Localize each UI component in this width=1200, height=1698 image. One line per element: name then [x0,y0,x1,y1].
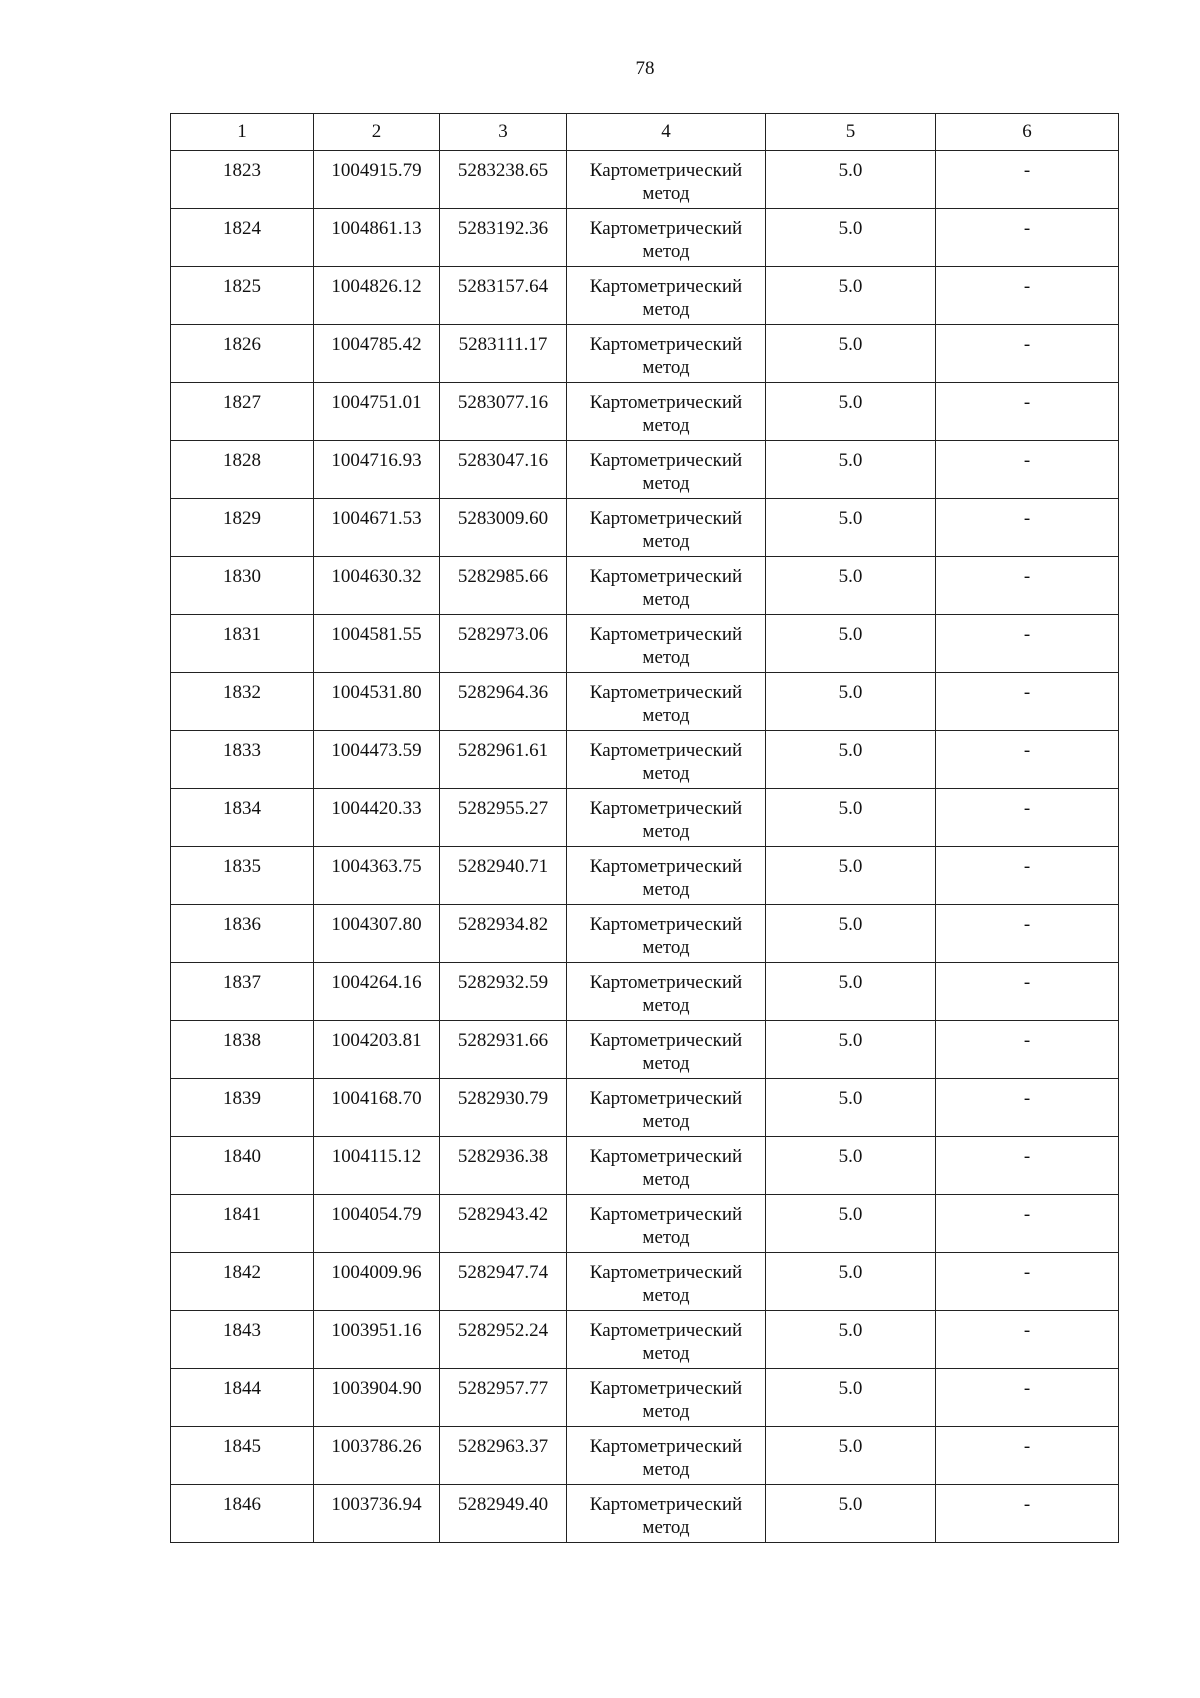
table-row [171,1195,1119,1253]
accuracy-cell: 5.0 [766,1311,936,1369]
accuracy-cell: 5.0 [766,905,936,963]
coord-x-cell: 1004581.55 [314,615,440,673]
point-id-cell: 1843 [171,1311,314,1369]
method-cell [567,847,766,905]
method-line-1: Картометрический [589,1494,743,1515]
point-id-cell: 1828 [171,441,314,499]
column-header: 6 [936,114,1119,151]
method-line-1: Картометрический [589,334,743,355]
accuracy-cell: 5.0 [766,615,936,673]
method-line-2: метод [642,1401,690,1422]
method-cell [567,1021,766,1079]
note-cell: - [936,963,1119,1021]
table-row [171,963,1119,1021]
point-id-cell: 1836 [171,905,314,963]
method-line-1: Картометрический [589,624,743,645]
accuracy-cell: 5.0 [766,1137,936,1195]
coord-x-cell: 1004363.75 [314,847,440,905]
coord-y-cell: 5282961.61 [440,731,567,789]
coord-y-cell: 5282949.40 [440,1485,567,1543]
method-line-2: метод [642,1227,690,1248]
note-cell: - [936,1021,1119,1079]
coord-x-cell: 1003904.90 [314,1369,440,1427]
accuracy-cell: 5.0 [766,499,936,557]
method-line-2: метод [642,1053,690,1074]
coord-x-cell: 1004168.70 [314,1079,440,1137]
method-line-1: Картометрический [589,392,743,413]
note-cell: - [936,1253,1119,1311]
method-line-2: метод [642,299,690,320]
method-line-2: метод [642,1285,690,1306]
table-row [171,499,1119,557]
accuracy-cell: 5.0 [766,847,936,905]
note-cell: - [936,499,1119,557]
coord-x-cell: 1003736.94 [314,1485,440,1543]
coord-y-cell: 5283077.16 [440,383,567,441]
accuracy-cell: 5.0 [766,441,936,499]
table-row [171,673,1119,731]
method-cell [567,905,766,963]
method-line-2: метод [642,705,690,726]
accuracy-cell: 5.0 [766,1369,936,1427]
coordinates-table [170,113,1119,1543]
coord-y-cell: 5282931.66 [440,1021,567,1079]
coord-y-cell: 5283192.36 [440,209,567,267]
note-cell: - [936,1079,1119,1137]
table-row [171,905,1119,963]
method-line-2: метод [642,1517,690,1538]
column-header: 3 [440,114,567,151]
accuracy-cell: 5.0 [766,209,936,267]
coord-y-cell: 5282952.24 [440,1311,567,1369]
coord-x-cell: 1004420.33 [314,789,440,847]
coord-y-cell: 5282964.36 [440,673,567,731]
method-cell [567,267,766,325]
accuracy-cell: 5.0 [766,963,936,1021]
method-line-1: Картометрический [589,972,743,993]
method-line-2: метод [642,1111,690,1132]
column-header: 5 [766,114,936,151]
table-row [171,557,1119,615]
method-cell [567,1485,766,1543]
note-cell: - [936,615,1119,673]
coord-y-cell: 5283157.64 [440,267,567,325]
point-id-cell: 1845 [171,1427,314,1485]
table-body [171,114,1119,1543]
accuracy-cell: 5.0 [766,1195,936,1253]
point-id-cell: 1837 [171,963,314,1021]
coord-x-cell: 1004861.13 [314,209,440,267]
method-cell [567,151,766,209]
accuracy-cell: 5.0 [766,1021,936,1079]
method-cell [567,499,766,557]
table-row [171,383,1119,441]
coord-x-cell: 1004785.42 [314,325,440,383]
table-row [171,1427,1119,1485]
note-cell: - [936,383,1119,441]
method-line-2: метод [642,589,690,610]
coord-x-cell: 1004671.53 [314,499,440,557]
point-id-cell: 1823 [171,151,314,209]
method-line-2: метод [642,937,690,958]
point-id-cell: 1833 [171,731,314,789]
coord-x-cell: 1004915.79 [314,151,440,209]
note-cell: - [936,1137,1119,1195]
method-line-1: Картометрический [589,740,743,761]
coord-y-cell: 5282940.71 [440,847,567,905]
method-line-2: метод [642,763,690,784]
point-id-cell: 1841 [171,1195,314,1253]
coord-y-cell: 5282943.42 [440,1195,567,1253]
method-cell [567,615,766,673]
note-cell: - [936,557,1119,615]
table-row [171,267,1119,325]
table-row [171,1311,1119,1369]
method-line-1: Картометрический [589,276,743,297]
coord-y-cell: 5282934.82 [440,905,567,963]
accuracy-cell: 5.0 [766,1427,936,1485]
accuracy-cell: 5.0 [766,383,936,441]
header-row [171,114,1119,151]
coord-y-cell: 5283009.60 [440,499,567,557]
point-id-cell: 1839 [171,1079,314,1137]
point-id-cell: 1829 [171,499,314,557]
coord-y-cell: 5283238.65 [440,151,567,209]
table-row [171,1137,1119,1195]
coord-y-cell: 5282947.74 [440,1253,567,1311]
table-row [171,1079,1119,1137]
method-line-1: Картометрический [589,914,743,935]
method-line-1: Картометрический [589,1436,743,1457]
coord-x-cell: 1004716.93 [314,441,440,499]
table-row [171,615,1119,673]
coord-y-cell: 5282973.06 [440,615,567,673]
note-cell: - [936,673,1119,731]
accuracy-cell: 5.0 [766,789,936,847]
method-line-1: Картометрический [589,1204,743,1225]
point-id-cell: 1831 [171,615,314,673]
method-line-2: метод [642,183,690,204]
method-cell [567,1253,766,1311]
point-id-cell: 1826 [171,325,314,383]
note-cell: - [936,267,1119,325]
note-cell: - [936,1427,1119,1485]
coord-x-cell: 1004264.16 [314,963,440,1021]
method-line-2: метод [642,1343,690,1364]
method-cell [567,1137,766,1195]
coord-y-cell: 5282963.37 [440,1427,567,1485]
method-line-2: метод [642,357,690,378]
coord-y-cell: 5282957.77 [440,1369,567,1427]
method-cell [567,1079,766,1137]
table-row [171,1485,1119,1543]
method-line-1: Картометрический [589,1088,743,1109]
point-id-cell: 1825 [171,267,314,325]
table-row [171,1021,1119,1079]
accuracy-cell: 5.0 [766,325,936,383]
coord-x-cell: 1004203.81 [314,1021,440,1079]
point-id-cell: 1832 [171,673,314,731]
coord-x-cell: 1004826.12 [314,267,440,325]
method-line-2: метод [642,415,690,436]
accuracy-cell: 5.0 [766,151,936,209]
accuracy-cell: 5.0 [766,731,936,789]
method-line-1: Картометрический [589,218,743,239]
method-cell [567,1369,766,1427]
note-cell: - [936,847,1119,905]
coord-x-cell: 1003786.26 [314,1427,440,1485]
table-row [171,731,1119,789]
coord-y-cell: 5282955.27 [440,789,567,847]
method-cell [567,557,766,615]
accuracy-cell: 5.0 [766,1485,936,1543]
note-cell: - [936,325,1119,383]
coord-y-cell: 5282936.38 [440,1137,567,1195]
table-row [171,325,1119,383]
table-row [171,209,1119,267]
note-cell: - [936,1369,1119,1427]
method-cell [567,1311,766,1369]
coord-x-cell: 1004115.12 [314,1137,440,1195]
accuracy-cell: 5.0 [766,1079,936,1137]
table-row [171,847,1119,905]
note-cell: - [936,789,1119,847]
method-line-2: метод [642,241,690,262]
method-cell [567,731,766,789]
method-line-1: Картометрический [589,508,743,529]
method-line-1: Картометрический [589,856,743,877]
method-cell [567,441,766,499]
accuracy-cell: 5.0 [766,673,936,731]
column-header: 1 [171,114,314,151]
coord-x-cell: 1004054.79 [314,1195,440,1253]
coord-x-cell: 1004630.32 [314,557,440,615]
method-line-1: Картометрический [589,566,743,587]
table-row [171,789,1119,847]
method-line-1: Картометрический [589,798,743,819]
method-line-2: метод [642,879,690,900]
method-cell [567,325,766,383]
coord-y-cell: 5282985.66 [440,557,567,615]
method-cell [567,1195,766,1253]
method-line-1: Картометрический [589,682,743,703]
point-id-cell: 1835 [171,847,314,905]
note-cell: - [936,731,1119,789]
note-cell: - [936,905,1119,963]
point-id-cell: 1827 [171,383,314,441]
method-line-2: метод [642,995,690,1016]
point-id-cell: 1834 [171,789,314,847]
method-line-2: метод [642,1169,690,1190]
point-id-cell: 1830 [171,557,314,615]
note-cell: - [936,1485,1119,1543]
coord-x-cell: 1004307.80 [314,905,440,963]
method-line-1: Картометрический [589,1378,743,1399]
page-number: 78 [635,58,655,79]
accuracy-cell: 5.0 [766,557,936,615]
column-header: 4 [567,114,766,151]
point-id-cell: 1840 [171,1137,314,1195]
method-line-2: метод [642,531,690,552]
accuracy-cell: 5.0 [766,267,936,325]
method-cell [567,383,766,441]
method-line-1: Картометрический [589,450,743,471]
accuracy-cell: 5.0 [766,1253,936,1311]
method-line-1: Картометрический [589,1146,743,1167]
note-cell: - [936,441,1119,499]
method-line-1: Картометрический [589,160,743,181]
coord-x-cell: 1004473.59 [314,731,440,789]
method-cell [567,789,766,847]
method-line-2: метод [642,821,690,842]
method-cell [567,963,766,1021]
note-cell: - [936,1311,1119,1369]
method-line-2: метод [642,473,690,494]
point-id-cell: 1846 [171,1485,314,1543]
note-cell: - [936,209,1119,267]
column-header: 2 [314,114,440,151]
table-row [171,1253,1119,1311]
table-row [171,441,1119,499]
coord-x-cell: 1004531.80 [314,673,440,731]
table-row [171,1369,1119,1427]
method-line-2: метод [642,647,690,668]
coord-y-cell: 5283047.16 [440,441,567,499]
table-row [171,151,1119,209]
note-cell: - [936,1195,1119,1253]
coord-y-cell: 5282930.79 [440,1079,567,1137]
note-cell: - [936,151,1119,209]
point-id-cell: 1838 [171,1021,314,1079]
method-cell [567,209,766,267]
coord-x-cell: 1004009.96 [314,1253,440,1311]
method-line-1: Картометрический [589,1320,743,1341]
coord-y-cell: 5283111.17 [440,325,567,383]
coord-x-cell: 1003951.16 [314,1311,440,1369]
method-line-1: Картометрический [589,1262,743,1283]
method-line-1: Картометрический [589,1030,743,1051]
point-id-cell: 1842 [171,1253,314,1311]
method-cell [567,673,766,731]
method-line-2: метод [642,1459,690,1480]
method-cell [567,1427,766,1485]
point-id-cell: 1844 [171,1369,314,1427]
coord-y-cell: 5282932.59 [440,963,567,1021]
coord-x-cell: 1004751.01 [314,383,440,441]
point-id-cell: 1824 [171,209,314,267]
